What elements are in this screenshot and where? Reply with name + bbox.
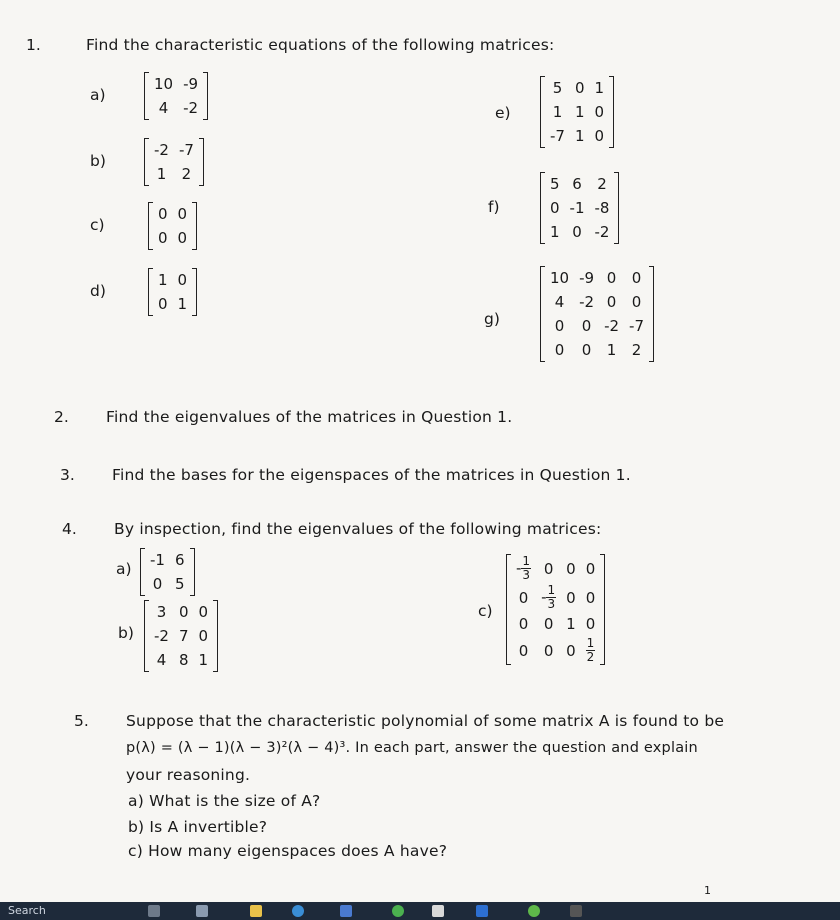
matrix-cell: 5	[174, 575, 185, 593]
matrix-cell: 6	[572, 175, 582, 193]
matrix-cell: 0	[585, 615, 596, 633]
matrix-cell: 0	[177, 229, 188, 247]
matrix-cell: 5	[550, 175, 560, 193]
q5c-text: c) How many eigenspaces does A have?	[128, 842, 448, 860]
matrix-cell: 0	[566, 588, 576, 607]
q1-text: Find the characteristic equations of the following matrices:	[86, 36, 555, 54]
q4a-matrix	[140, 548, 195, 596]
matrix-cell: 1	[566, 615, 576, 633]
matrix-cell: 1	[177, 295, 188, 313]
app-icon[interactable]	[570, 905, 582, 917]
q5a-text: a) What is the size of A?	[128, 792, 321, 810]
matrix-cell: -2	[604, 317, 620, 335]
matrix-cell: 4	[158, 99, 169, 117]
matrix-cell: 0	[158, 229, 168, 247]
matrix-cell: 1	[552, 103, 563, 121]
q1d-label: d)	[90, 282, 106, 300]
matrix-cell: 0	[550, 199, 560, 217]
matrix-cell: $\frac{1}{2}$	[586, 636, 595, 664]
q4b-matrix	[144, 600, 218, 672]
q1b-label: b)	[90, 152, 106, 170]
matrix-cell: 2	[597, 175, 607, 193]
matrix-cell: 0	[585, 559, 596, 578]
matrix-cell: - $\frac{1}{3}$	[541, 583, 556, 611]
matrix-cell: 1	[158, 271, 168, 289]
q3-text: Find the bases for the eigenspaces of the matrices in Question 1.	[112, 466, 631, 484]
matrix-cell: -7	[629, 317, 644, 335]
matrix-cell: -2	[183, 99, 199, 117]
q1f-matrix	[540, 172, 619, 244]
matrix-cell: 0	[581, 341, 592, 359]
matrix-cell: 0	[152, 575, 163, 593]
app-icon[interactable]	[528, 905, 540, 917]
matrix-cell: -8	[594, 199, 610, 217]
matrix-cell: 0	[631, 293, 642, 311]
matrix-cell: 0	[581, 317, 592, 335]
matrix-cell: 0	[198, 603, 209, 621]
q1a-matrix	[144, 72, 208, 120]
q1f-label: f)	[488, 198, 500, 216]
matrix-cell: 1	[594, 79, 605, 97]
matrix-cell: 0	[158, 205, 168, 223]
q1e-matrix	[540, 76, 614, 148]
q2-text: Find the eigenvalues of the matrices in Question 1.	[106, 408, 513, 426]
taskbar-search[interactable]: Search	[8, 904, 46, 917]
matrix-cell: 0	[566, 559, 576, 578]
matrix-cell: 4	[156, 651, 167, 669]
matrix-cell: 1	[606, 341, 617, 359]
q1c-matrix	[148, 202, 197, 250]
matrix-cell: 0	[566, 641, 576, 660]
matrix-cell: 0	[594, 103, 605, 121]
matrix-cell: 10	[550, 269, 570, 287]
matrix-cell: 2	[181, 165, 192, 183]
matrix-cell: 10	[154, 75, 174, 93]
matrix-cell: - $\frac{1}{3}$	[516, 554, 531, 582]
matrix-cell: 0	[198, 627, 209, 645]
q1d-matrix	[148, 268, 197, 316]
matrix-cell: 4	[554, 293, 565, 311]
matrix-cell: 1	[574, 103, 585, 121]
matrix-cell: -9	[579, 269, 595, 287]
matrix-cell: -7	[178, 141, 194, 159]
matrix-cell: 8	[178, 651, 189, 669]
matrix-cell: -1	[569, 199, 585, 217]
matrix-cell: 1	[550, 223, 560, 241]
q1-number: 1.	[26, 36, 41, 54]
matrix-cell: 3	[156, 603, 167, 621]
q1b-matrix	[144, 138, 204, 186]
matrix-cell: 0	[606, 293, 617, 311]
matrix-cell: -2	[154, 141, 169, 159]
page-number: 1	[704, 884, 711, 897]
matrix-cell: -2	[594, 223, 610, 241]
app-icon[interactable]	[340, 905, 352, 917]
matrix-cell: 1	[156, 165, 167, 183]
matrix-cell: 0	[606, 269, 617, 287]
q1c-label: c)	[90, 216, 105, 234]
matrix-cell: 0	[543, 641, 554, 660]
app-icon[interactable]	[196, 905, 208, 917]
q5b-text: b) Is A invertible?	[128, 818, 268, 836]
matrix-cell: 0	[178, 603, 189, 621]
app-icon[interactable]	[476, 905, 488, 917]
matrix-cell: 0	[177, 271, 188, 289]
matrix-cell: 0	[594, 127, 605, 145]
matrix-cell: -1	[150, 551, 165, 569]
q5-line2: p(λ) = (λ − 1)(λ − 3)²(λ − 4)³. In each part, answer the question and explain	[126, 740, 698, 756]
matrix-cell: 2	[631, 341, 642, 359]
matrix-cell: 0	[518, 588, 529, 607]
matrix-cell: 6	[174, 551, 185, 569]
matrix-cell: 0	[631, 269, 642, 287]
matrix-cell: 0	[518, 641, 529, 660]
taskbar	[0, 902, 840, 920]
matrix-cell: 1	[574, 127, 585, 145]
q5-line3: your reasoning.	[126, 766, 251, 784]
q1g-label: g)	[484, 310, 500, 328]
matrix-cell: 0	[158, 295, 168, 313]
q5-line1: Suppose that the characteristic polynomial of some matrix A is found to be	[126, 712, 725, 730]
matrix-cell: -2	[154, 627, 169, 645]
q5-number: 5.	[74, 712, 89, 730]
matrix-cell: 0	[585, 588, 596, 607]
q4c-matrix	[506, 554, 605, 665]
matrix-cell: 7	[178, 627, 189, 645]
matrix-cell: 0	[554, 317, 565, 335]
app-icon[interactable]	[148, 905, 160, 917]
matrix-cell: 0	[574, 79, 585, 97]
q4c-label: c)	[478, 602, 493, 620]
matrix-cell: -7	[550, 127, 565, 145]
matrix-cell: 0	[572, 223, 582, 241]
matrix-cell: 0	[554, 341, 565, 359]
folder-icon[interactable]	[250, 905, 262, 917]
matrix-cell: 0	[518, 615, 529, 633]
q1g-matrix	[540, 266, 654, 362]
q2-number: 2.	[54, 408, 69, 426]
matrix-cell: 0	[543, 615, 554, 633]
q1e-label: e)	[495, 104, 511, 122]
matrix-cell: 1	[198, 651, 209, 669]
browser-icon[interactable]	[292, 905, 304, 917]
matrix-cell: 0	[177, 205, 188, 223]
q4a-label: a)	[116, 560, 132, 578]
matrix-cell: 0	[543, 559, 554, 578]
app-icon[interactable]	[392, 905, 404, 917]
matrix-cell: 5	[552, 79, 563, 97]
q4-text: By inspection, find the eigenvalues of the following matrices:	[114, 520, 602, 538]
q4b-label: b)	[118, 624, 134, 642]
q4-number: 4.	[62, 520, 77, 538]
matrix-cell: -9	[183, 75, 199, 93]
matrix-cell: -2	[579, 293, 595, 311]
q3-number: 3.	[60, 466, 75, 484]
app-icon[interactable]	[432, 905, 444, 917]
q1a-label: a)	[90, 86, 106, 104]
